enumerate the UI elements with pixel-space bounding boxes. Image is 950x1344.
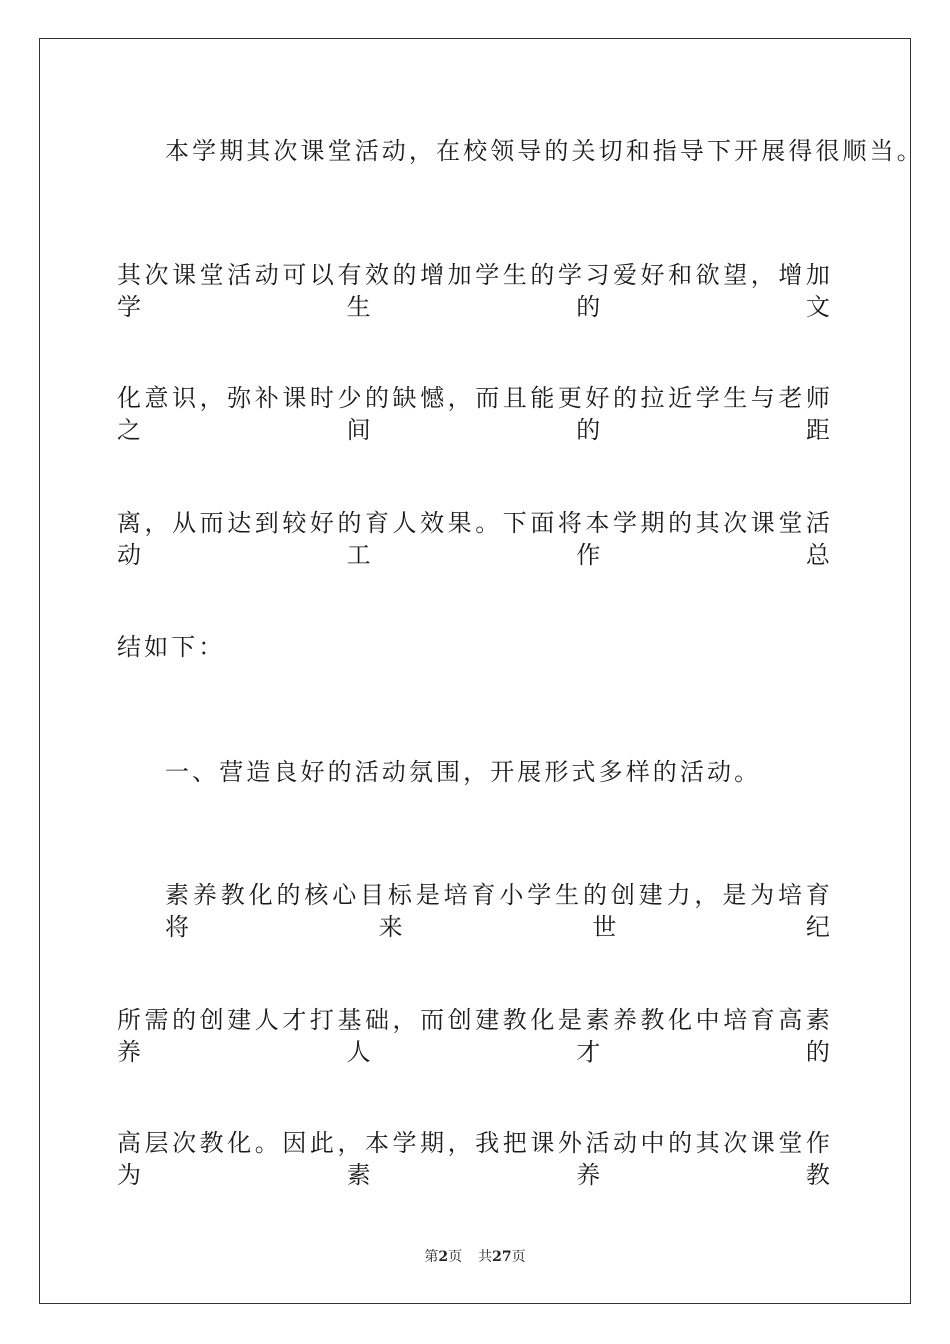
total-pages: 27 [492, 1249, 512, 1265]
page-number: 2 [438, 1249, 449, 1265]
section-heading-1: 一、营造良好的活动氛围，开展形式多样的活动。 [165, 758, 762, 786]
paragraph-line-2: 其次课堂活动可以有效的增加学生的学习爱好和欲望，增加学生的文 [117, 261, 833, 321]
page-suffix: 页 [448, 1249, 463, 1265]
total-prefix: 共 [478, 1249, 493, 1265]
total-suffix: 页 [511, 1249, 526, 1265]
paragraph-line-1: 本学期其次课堂活动，在校领导的关切和指导下开展得很顺当。 [165, 137, 924, 165]
paragraph-line-7: 素养教化的核心目标是培育小学生的创建力，是为培育将来世纪 [165, 881, 833, 941]
paragraph-line-5: 结如下： [117, 633, 226, 661]
page-frame [39, 38, 924, 1304]
paragraph-line-3: 化意识，弥补课时少的缺憾，而且能更好的拉近学生与老师之间的距 [117, 384, 833, 444]
page-prefix: 第 [424, 1249, 439, 1265]
paragraph-line-9: 高层次教化。因此，本学期，我把课外活动中的其次课堂作为素养教 [117, 1129, 833, 1189]
page-footer [0, 1248, 950, 1266]
paragraph-line-4: 离，从而达到较好的育人效果。下面将本学期的其次课堂活动工作总 [117, 509, 833, 569]
paragraph-line-8: 所需的创建人才打基础，而创建教化是素养教化中培育高素养人才的 [117, 1006, 833, 1066]
